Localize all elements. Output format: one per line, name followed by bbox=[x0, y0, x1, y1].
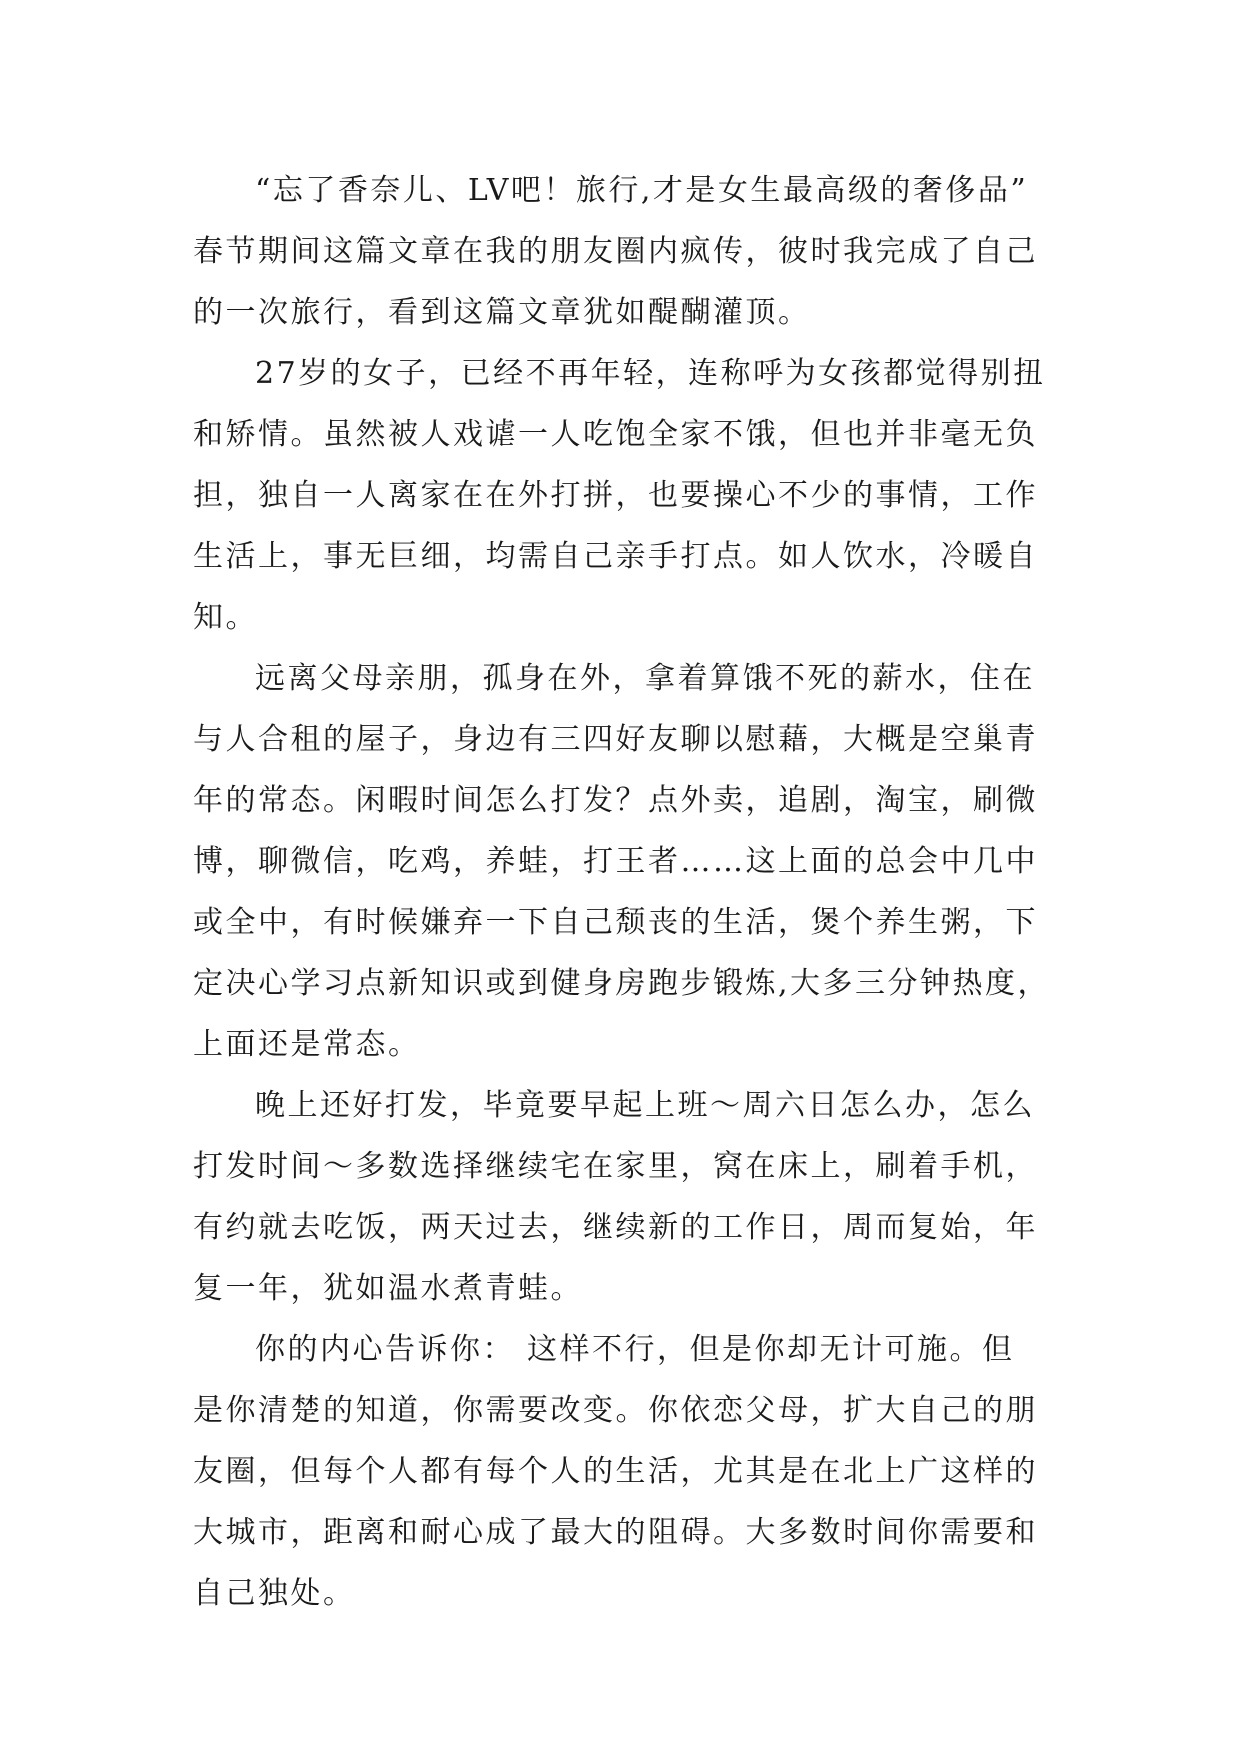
document-body bbox=[193, 160, 1053, 1624]
text-line: 与人合租的屋子，身边有三四好友聊以慰藉，大概是空巢青 bbox=[193, 722, 1038, 757]
text-line: 打发时间～多数选择继续宅在家里，窝在床上，刷着手机， bbox=[193, 1149, 1038, 1184]
text-line: 的一次旅行，看到这篇文章犹如醍醐灌顶。 bbox=[193, 295, 811, 330]
text-line: 知。 bbox=[193, 600, 258, 635]
text-line: 27岁的女子，已经不再年轻，连称呼为女孩都觉得别扭 bbox=[255, 356, 1046, 391]
text-line: 担，独自一人离家在在外打拼，也要操心不少的事情，工作 bbox=[193, 478, 1038, 513]
text-line: 或全中，有时候嫌弃一下自己颓丧的生活，煲个养生粥，下 bbox=[193, 905, 1038, 940]
text-line: 你的内心告诉你： 这样不行，但是你却无计可施。但 bbox=[255, 1332, 1015, 1367]
text-line: 远离父母亲朋，孤身在外，拿着算饿不死的薪水，住在 bbox=[255, 661, 1035, 696]
text-line: 晚上还好打发，毕竟要早起上班～周六日怎么办，怎么 bbox=[255, 1088, 1035, 1123]
text-line: 复一年，犹如温水煮青蛙。 bbox=[193, 1271, 583, 1306]
text-line: 定决心学习点新知识或到健身房跑步锻炼,大多三分钟热度， bbox=[193, 966, 1051, 1001]
paragraph-1 bbox=[193, 160, 1053, 343]
text-line: 是你清楚的知道，你需要改变。你依恋父母，扩大自己的朋 bbox=[193, 1393, 1038, 1428]
text-line: “忘了香奈儿、LV吧！旅行,才是女生最高级的奢侈品” bbox=[255, 173, 1029, 208]
text-line: 有约就去吃饭，两天过去，继续新的工作日，周而复始，年 bbox=[193, 1210, 1038, 1245]
paragraph-4 bbox=[193, 1075, 1053, 1319]
text-line: 上面还是常态。 bbox=[193, 1027, 421, 1062]
text-line: 大城市，距离和耐心成了最大的阻碍。大多数时间你需要和 bbox=[193, 1515, 1038, 1550]
text-line: 年的常态。闲暇时间怎么打发？点外卖，追剧，淘宝，刷微 bbox=[193, 783, 1038, 818]
paragraph-5 bbox=[193, 1319, 1053, 1624]
paragraph-2 bbox=[193, 343, 1053, 648]
text-line: 和矫情。虽然被人戏谑一人吃饱全家不饿，但也并非毫无负 bbox=[193, 417, 1038, 452]
text-line: 博，聊微信，吃鸡，养蛙，打王者……这上面的总会中几中 bbox=[193, 844, 1038, 879]
text-line: 友圈，但每个人都有每个人的生活，尤其是在北上广这样的 bbox=[193, 1454, 1038, 1489]
text-line: 春节期间这篇文章在我的朋友圈内疯传，彼时我完成了自己 bbox=[193, 234, 1038, 269]
text-line: 自己独处。 bbox=[193, 1576, 356, 1611]
paragraph-3 bbox=[193, 648, 1053, 1075]
text-line: 生活上，事无巨细，均需自己亲手打点。如人饮水，冷暖自 bbox=[193, 539, 1038, 574]
